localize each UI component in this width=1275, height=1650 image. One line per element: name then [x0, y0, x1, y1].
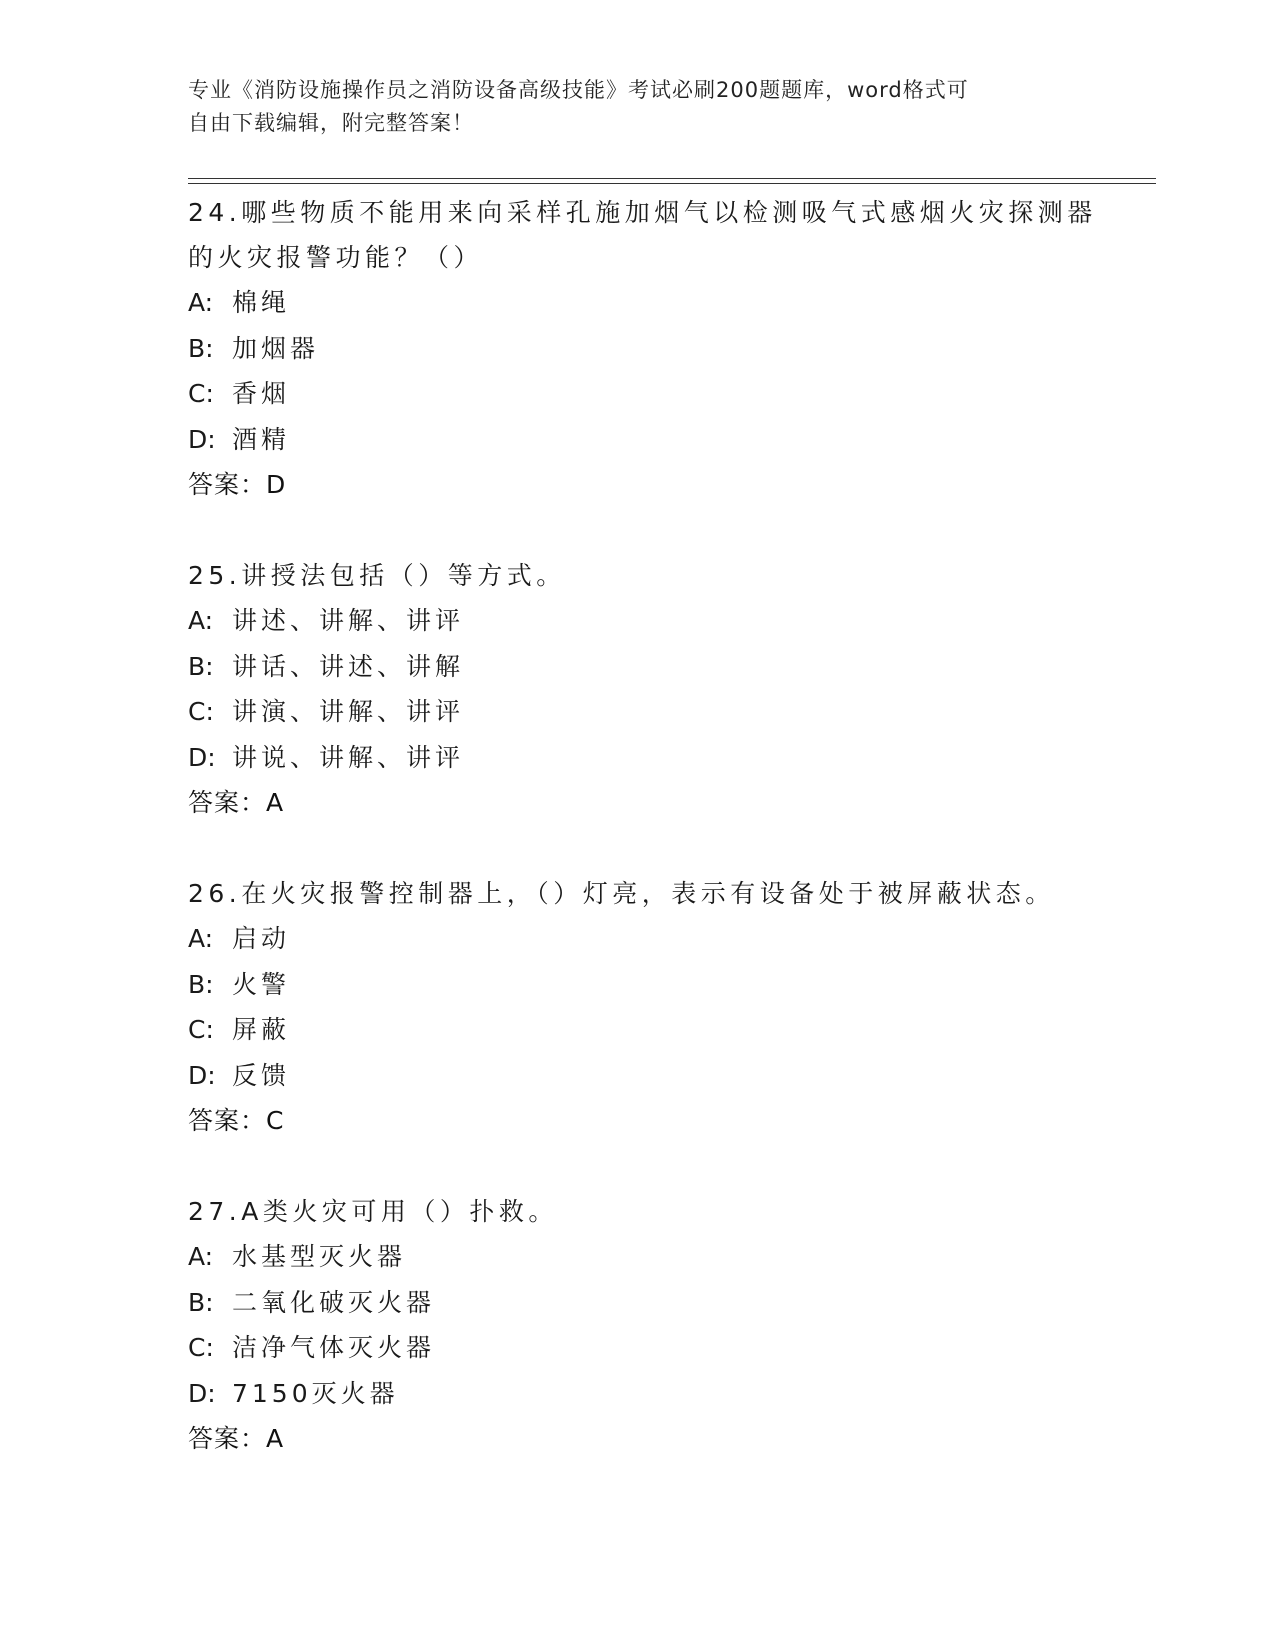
option-text: 加烟器 [232, 333, 320, 363]
option-letter: B: [188, 1287, 214, 1317]
header-line-2: 自由下载编辑，附完整答案！ [188, 111, 474, 135]
answer-line: 答案：C [188, 1106, 285, 1135]
option-b [188, 962, 1148, 1008]
header-divider-top [188, 178, 1156, 179]
answer-line: 答案：A [188, 1424, 285, 1453]
option-letter: A: [188, 606, 214, 635]
option-letter: B: [188, 969, 214, 999]
option-text: 反馈 [232, 1060, 291, 1090]
option-letter: C: [188, 697, 214, 726]
option-letter: A: [188, 1242, 214, 1271]
header-divider-bottom [188, 183, 1156, 184]
question-stem-line-1: 27.A类火灾可用（）扑救。 [188, 1197, 558, 1226]
option-text: 火警 [232, 969, 291, 999]
option-d [188, 1371, 1148, 1417]
option-text: 讲话、讲述、讲解 [232, 651, 465, 681]
option-d [188, 1053, 1148, 1099]
option-a [188, 598, 1148, 644]
option-letter: B: [188, 333, 214, 363]
option-text: 讲述、讲解、讲评 [232, 606, 465, 635]
option-letter: C: [188, 1015, 214, 1044]
question-25 [188, 553, 1148, 826]
option-letter: D: [188, 1060, 216, 1090]
option-d [188, 735, 1148, 781]
option-text: 讲演、讲解、讲评 [232, 697, 465, 726]
question-24 [188, 190, 1148, 508]
option-text: 香烟 [232, 379, 291, 408]
question-27 [188, 1189, 1148, 1462]
option-text: 7150灭火器 [232, 1378, 399, 1408]
question-list [188, 190, 1148, 1507]
option-letter: D: [188, 1378, 216, 1408]
option-letter: C: [188, 379, 214, 408]
option-text: 屏蔽 [232, 1015, 291, 1044]
option-text: 酒精 [232, 424, 291, 454]
option-letter: D: [188, 742, 216, 772]
option-letter: C: [188, 1333, 214, 1362]
answer-line: 答案：A [188, 788, 285, 817]
option-b [188, 326, 1148, 372]
option-d [188, 417, 1148, 463]
option-c [188, 1325, 1148, 1371]
option-letter: B: [188, 651, 214, 681]
option-letter: D: [188, 424, 216, 454]
option-b [188, 644, 1148, 690]
header-line-1: 专业《消防设施操作员之消防设备高级技能》考试必刷200题题库，word格式可 [188, 78, 969, 102]
option-text: 棉绳 [232, 288, 291, 317]
option-a [188, 280, 1148, 326]
question-26 [188, 871, 1148, 1144]
option-letter: A: [188, 924, 214, 953]
question-stem-line-1: 25.讲授法包括（）等方式。 [188, 561, 566, 590]
option-text: 洁净气体灭火器 [232, 1333, 436, 1362]
option-b [188, 1280, 1148, 1326]
option-a [188, 1234, 1148, 1280]
question-stem-line-1: 26.在火灾报警控制器上，（）灯亮，表示有设备处于被屏蔽状态。 [188, 879, 1055, 908]
question-stem-line-1: 24.哪些物质不能用来向采样孔施加烟气以检测吸气式感烟火灾探测器 [188, 198, 1097, 227]
option-c [188, 1007, 1148, 1053]
option-text: 水基型灭火器 [232, 1242, 407, 1271]
option-c [188, 371, 1148, 417]
option-letter: A: [188, 288, 214, 317]
question-stem-line-2: 的火灾报警功能？（） [188, 243, 484, 272]
document-header [188, 74, 1088, 140]
option-text: 讲说、讲解、讲评 [232, 742, 465, 772]
answer-line: 答案：D [188, 470, 287, 499]
option-text: 二氧化破灭火器 [232, 1287, 436, 1317]
option-a [188, 916, 1148, 962]
option-text: 启动 [232, 924, 291, 953]
option-c [188, 689, 1148, 735]
